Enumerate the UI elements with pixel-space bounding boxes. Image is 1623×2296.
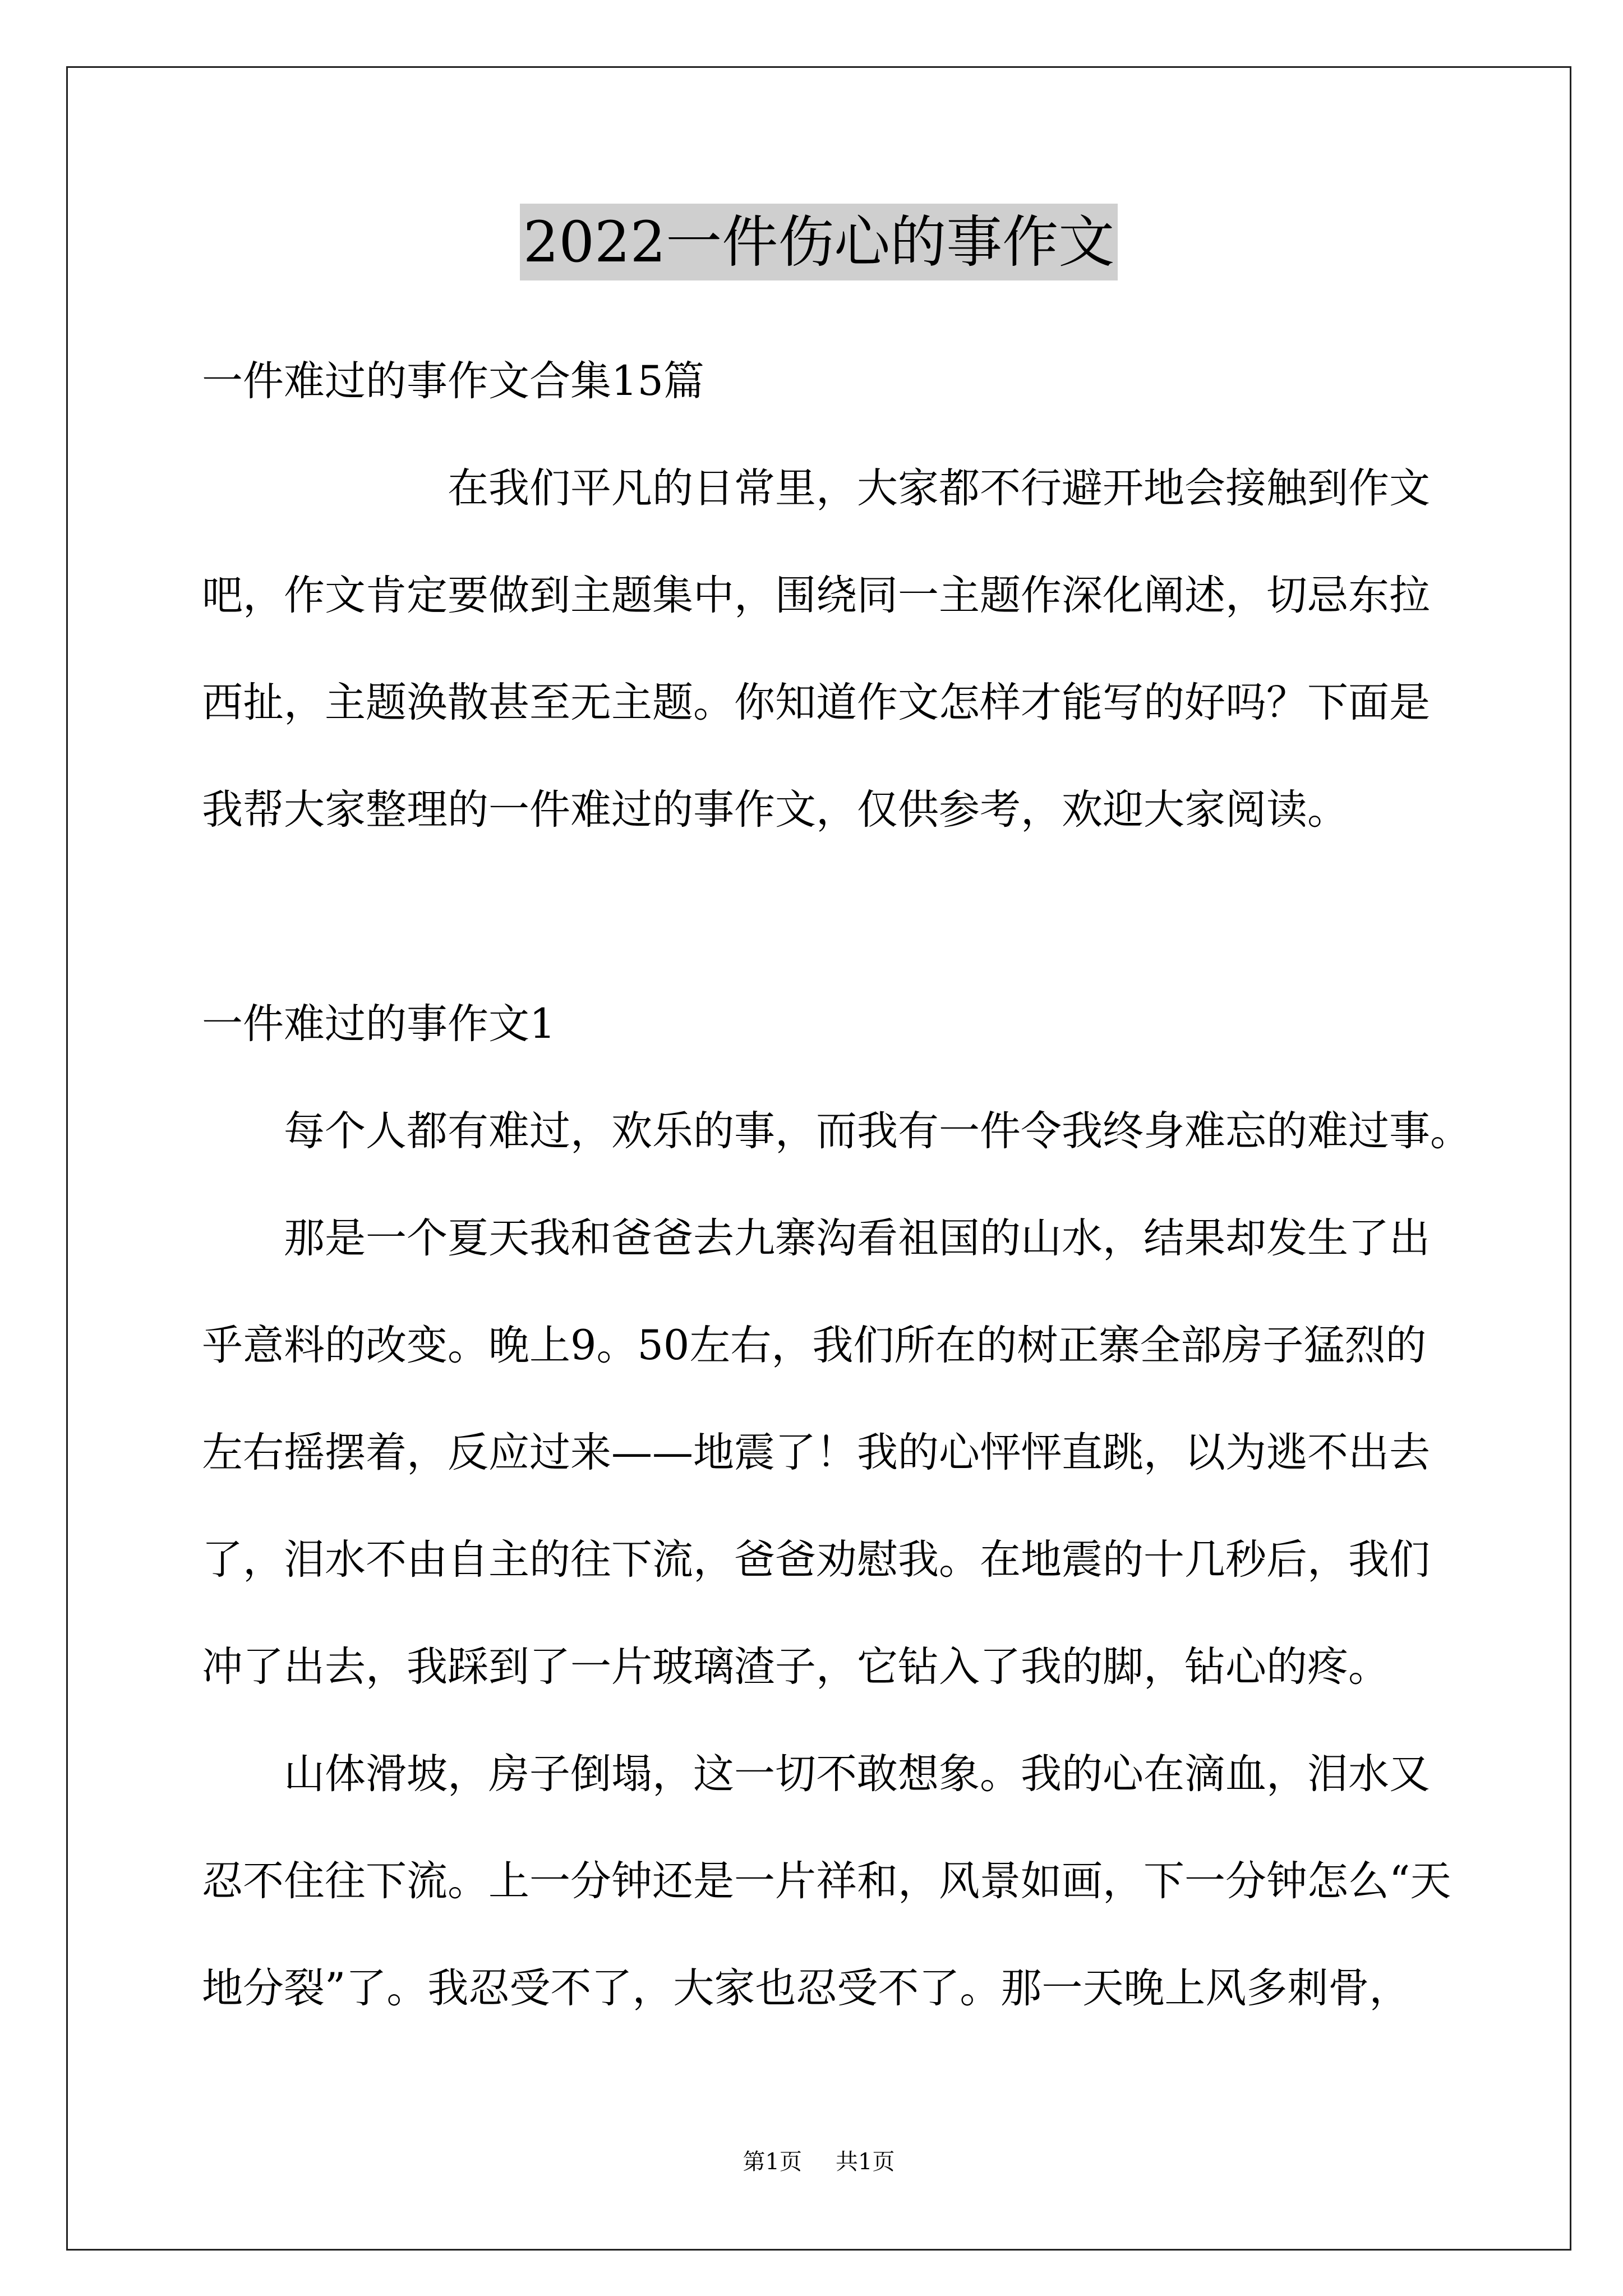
section-paragraph — [202, 1720, 1492, 2042]
paragraph-line: 吧，作文肯定要做到主题集中，围绕同一主题作深化阐述，切忌东拉 — [202, 572, 1430, 619]
paragraph-line: 山体滑坡，房子倒塌，这一切不敢想象。我的心在滴血，泪水又 — [284, 1750, 1430, 1798]
paragraph-line: 冲了出去，我踩到了一片玻璃渣子，它钻入了我的脚，钻心的疼。 — [202, 1643, 1389, 1691]
blank-line — [202, 863, 1492, 970]
document-subtitle: 一件难过的事作文合集15篇 — [202, 357, 704, 405]
paragraph-line: 地分裂”了。我忍受不了，大家也忍受不了。那一天晚上风多刺骨， — [202, 1964, 1410, 2012]
page-number: 第1页 — [743, 2149, 802, 2175]
section-paragraph — [202, 1185, 1492, 1720]
paragraph-line: 那是一个夏天我和爸爸去九寨沟看祖国的山水，结果却发生了出 — [284, 1214, 1430, 1262]
section-heading: 一件难过的事作文1 — [202, 1000, 556, 1048]
intro-paragraph — [202, 435, 1492, 863]
page-footer — [66, 2146, 1571, 2178]
paragraph-line: 在我们平凡的日常里，大家都不行避开地会接触到作文 — [448, 464, 1430, 512]
title-container — [66, 204, 1571, 280]
section-paragraph — [202, 1078, 1492, 1185]
paragraph-line: 我帮大家整理的一件难过的事作文，仅供参考，欢迎大家阅读。 — [202, 786, 1348, 834]
paragraph-line: 西扯，主题涣散甚至无主题。你知道作文怎样才能写的好吗？下面是 — [202, 679, 1430, 726]
paragraph-line: 忍不住往下流。上一分钟还是一片祥和，风景如画，下一分钟怎么“天 — [202, 1857, 1451, 1905]
paragraph-line: 每个人都有难过，欢乐的事，而我有一件令我终身难忘的难过事。 — [284, 1107, 1471, 1155]
paragraph-line: 了，泪水不由自主的往下流，爸爸劝慰我。在地震的十几秒后，我们 — [202, 1536, 1430, 1584]
document-body — [202, 328, 1492, 2042]
paragraph-line: 左右摇摆着，反应过来——地震了！我的心怦怦直跳，以为逃不出去 — [202, 1429, 1430, 1476]
document-title: 2022一件伤心的事作文 — [520, 204, 1118, 280]
page-total: 共1页 — [836, 2149, 895, 2175]
paragraph-line: 乎意料的改变。晚上9。50左右，我们所在的树正寨全部房子猛烈的 — [202, 1322, 1427, 1369]
